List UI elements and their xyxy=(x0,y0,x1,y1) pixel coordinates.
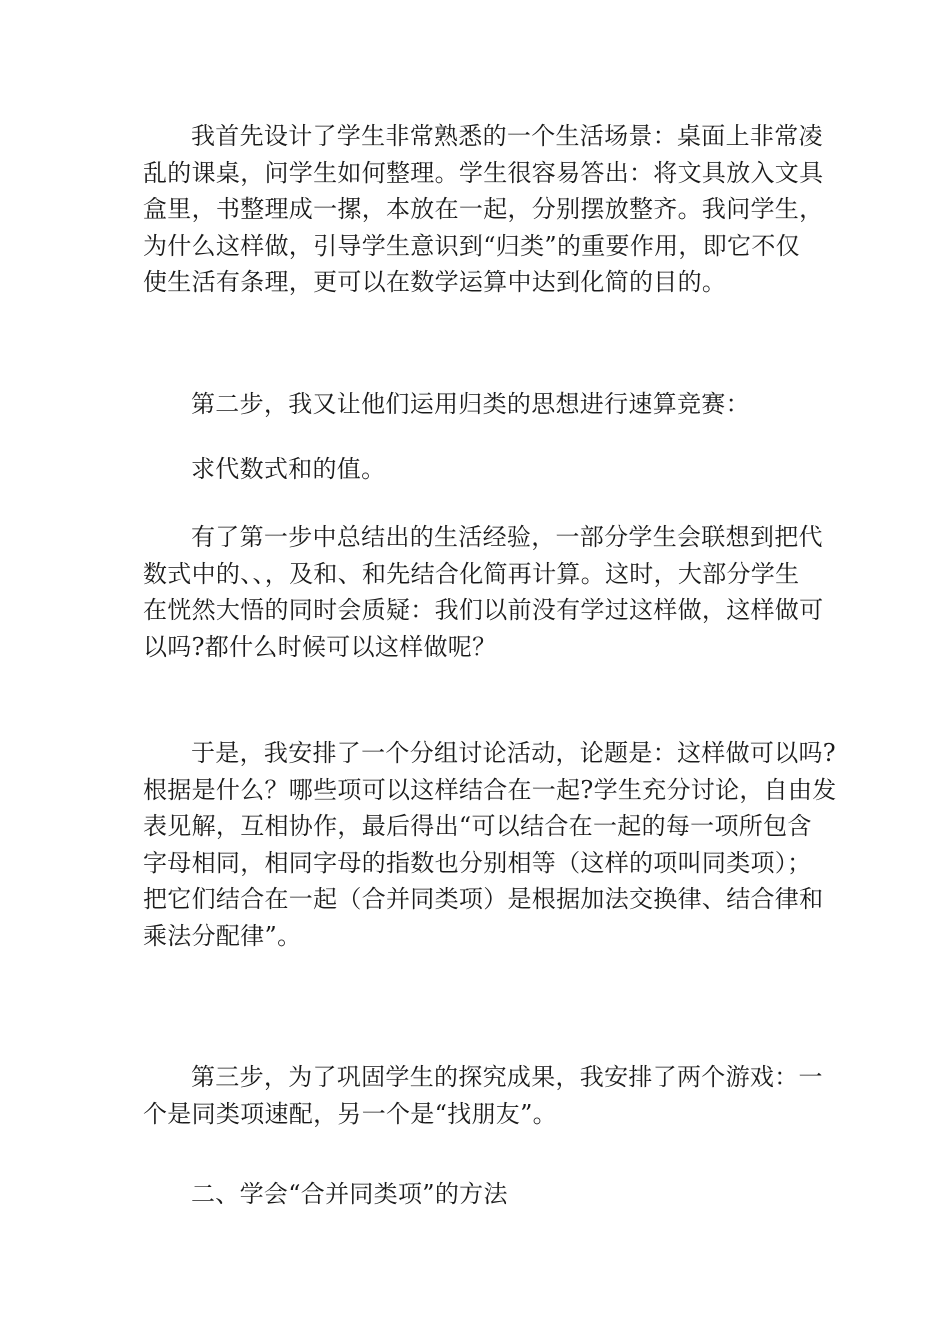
text-line: 有了第一步中总结出的生活经验，一部分学生会联想到把代 xyxy=(191,523,823,551)
text-line: 于是，我安排了一个分组讨论活动，论题是：这样做可以吗? xyxy=(191,739,836,767)
text-line: 二、学会“合并同类项”的方法 xyxy=(191,1180,508,1208)
text-line: 求代数式和的值。 xyxy=(191,455,386,483)
paragraph-3 xyxy=(143,451,823,488)
paragraph-6 xyxy=(143,1059,823,1132)
paragraph-2 xyxy=(143,386,823,423)
text-line: 数式中的、、，及和、和先结合化简再计算。这时，大部分学生 xyxy=(143,559,800,588)
paragraph-1 xyxy=(143,118,823,301)
text-line: 在恍然大悟的同时会质疑：我们以前没有学过这样做，这样做可 xyxy=(143,596,824,624)
text-line: 以吗?都什么时候可以这样做呢？ xyxy=(143,632,497,661)
text-line: 乘法分配律”。 xyxy=(143,921,302,950)
text-line: 乱的课桌，问学生如何整理。学生很容易答出：将文具放入文具 xyxy=(143,158,824,187)
paragraph-4 xyxy=(143,519,823,665)
text-line: 字母相同，相同字母的指数也分别相等（这样的项叫同类项）； xyxy=(143,848,812,877)
text-line: 把它们结合在一起（合并同类项）是根据加法交换律、结合律和 xyxy=(143,885,824,913)
section-heading xyxy=(143,1176,823,1213)
paragraph-5 xyxy=(143,735,837,954)
text-line: 个是同类项速配，另一个是“找朋友”。 xyxy=(143,1099,557,1128)
text-line: 根据是什么？哪些项可以这样结合在一起?学生充分讨论，自由发 xyxy=(143,775,837,804)
text-line: 我首先设计了学生非常熟悉的一个生活场景：桌面上非常凌 xyxy=(191,122,823,150)
text-line: 第三步，为了巩固学生的探究成果，我安排了两个游戏：一 xyxy=(191,1063,823,1091)
text-line: 表见解，互相协作，最后得出“可以结合在一起的每一项所包含 xyxy=(143,812,812,840)
text-line: 为什么这样做，引导学生意识到“归类”的重要作用，即它不仅 xyxy=(143,231,800,260)
text-line: 盒里，书整理成一摞，本放在一起，分别摆放整齐。我问学生， xyxy=(143,195,824,223)
text-line: 第二步，我又让他们运用归类的思想进行速算竞赛： xyxy=(191,390,750,418)
text-line: 使生活有条理，更可以在数学运算中达到化简的目的。 xyxy=(143,268,727,296)
